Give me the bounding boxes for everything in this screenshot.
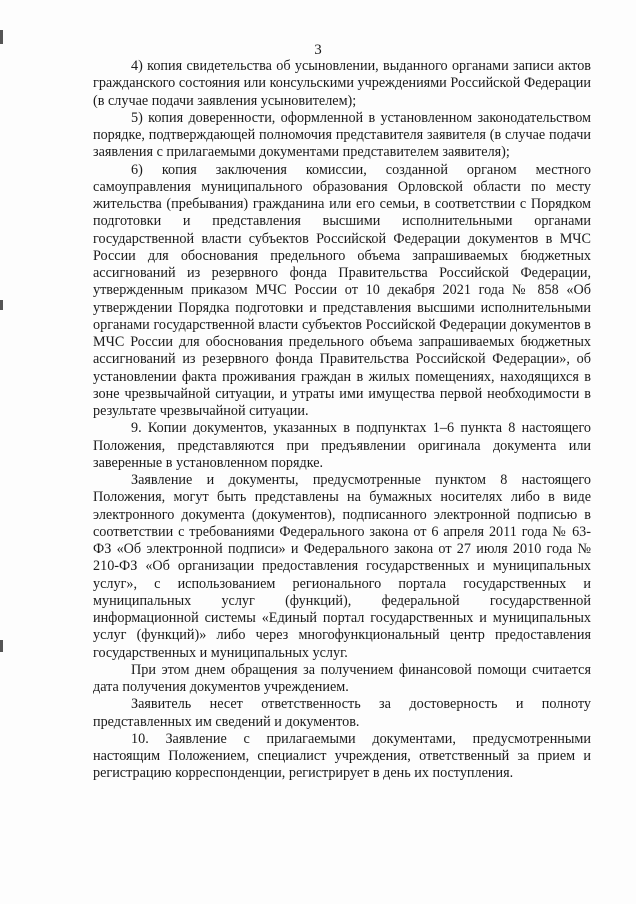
- paragraph-clause-9: 9. Копии документов, указанных в подпунктах 1–6 пункта 8 настоящего Положения, представляются при предъявлении оригинала документа или заверенные в установленном порядке.: [93, 420, 591, 471]
- page-number: 3: [314, 42, 322, 58]
- paragraph-item-5: 5) копия доверенности, оформленной в установленном законодательством порядке, подтверждающей полномочия представителя заявителя (в случае подачи заявления с прилагаемыми документами представителем заявителя);: [93, 109, 591, 161]
- paragraph-submission-methods: Заявление и документы, предусмотренные пунктом 8 настоящего Положения, могут быть представлены на бумажных носителях либо в виде электронного документа (документов), подписанного электронной подписью в соответствии с требованиями Федерального закона от 6 апреля 2011 года № 63-ФЗ «Об электронной подписи» и Федерального закона от 27 июля 2010 года № 210-ФЗ «Об организации предоставления государственных и муниципальных услуг», с использованием регионального портала государственных и муниципальных услуг (функций), федеральной государственной информационной системы «Единый портал государственных и муниципальных услуг (функций)» либо через многофункциональный центр предоставления государственных и муниципальных услуг.: [93, 472, 591, 661]
- document-body: [93, 58, 591, 783]
- paragraph-application-date: При этом днем обращения за получением финансовой помощи считается дата получения документов учреждением.: [93, 661, 591, 695]
- paragraph-item-6: 6) копия заключения комиссии, созданной органом местного самоуправления муниципального образования Орловской области по месту жительства (пребывания) гражданина или его семьи, в соответствии с Порядком подготовки и представления высшими исполнительными органами государственной власти субъектов Российской Федерации документов в МЧС России для обоснования предельного объема запрашиваемых бюджетных ассигнований из резервного фонда Правительства Российской Федерации, утвержденным приказом МЧС России от 10 декабря 2021 года № 858 «Об утверждении Порядка подготовки и представления высшими исполнительными органами государственной власти субъектов Российской Федерации документов в МЧС России для обоснования предельного объема запрашиваемых бюджетных ассигнований из резервного фонда Правительства Российской Федерации», об установлении факта проживания граждан в жилых помещениях, находящихся в зоне чрезвычайной ситуации, и утраты ими имущества первой необходимости в результате чрезвычайной ситуации.: [93, 161, 591, 419]
- paragraph-clause-10: 10. Заявление с прилагаемыми документами, предусмотренными настоящим Положением, специалист учреждения, ответственный за прием и регистрацию корреспонденции, регистрирует в день их поступления.: [93, 730, 591, 782]
- paragraph-applicant-responsibility: Заявитель несет ответственность за достоверность и полноту представленных им сведений и документов.: [93, 696, 591, 730]
- paragraph-item-4: 4) копия свидетельства об усыновлении, выданного органами записи актов гражданского состояния или консульскими учреждениями Российской Федерации (в случае подачи заявления усыновителем);: [93, 58, 591, 109]
- scan-margin-mark: [0, 300, 3, 310]
- scan-margin-mark: [0, 640, 3, 652]
